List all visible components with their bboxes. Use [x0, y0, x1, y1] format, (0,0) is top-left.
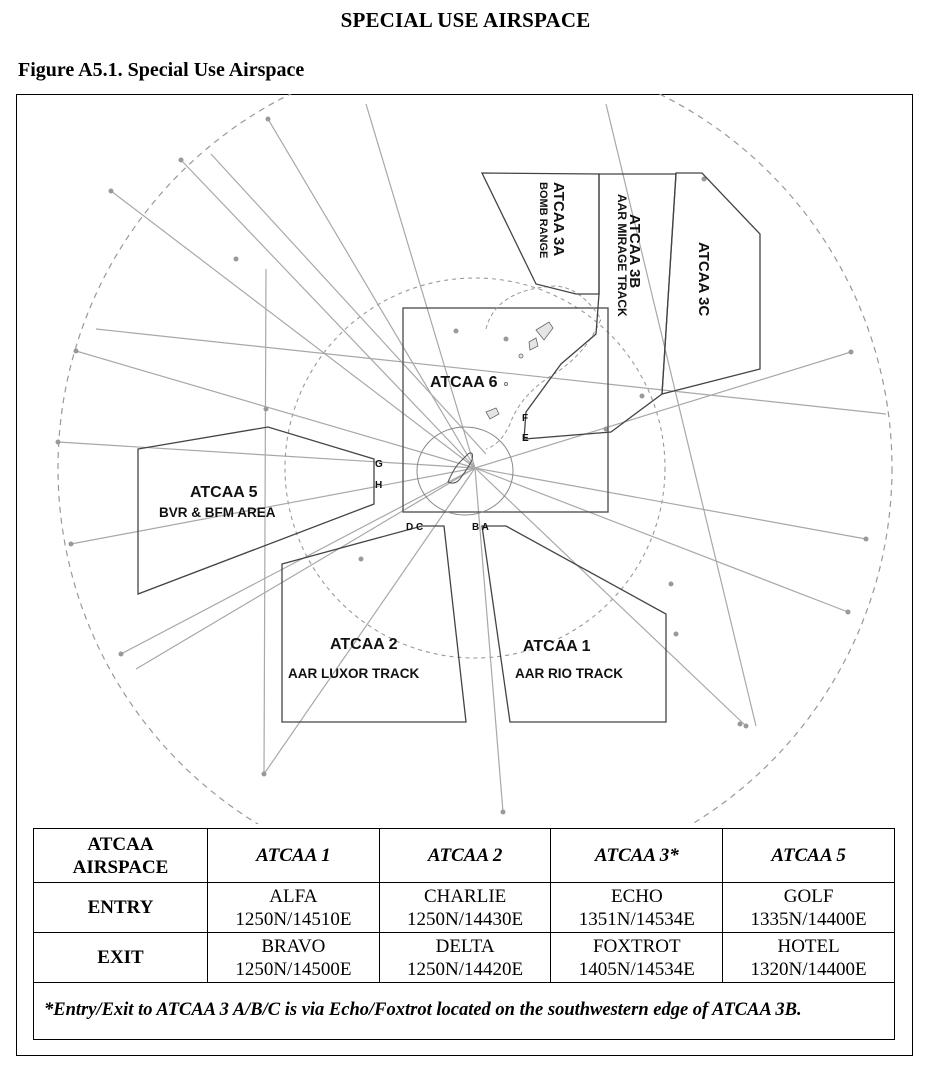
- waypoint-name: ALFA: [269, 885, 318, 907]
- waypoint-name: FOXTROT: [593, 935, 681, 957]
- table-footnote: *Entry/Exit to ATCAA 3 A/B/C is via Echo/Foxtrot located on the southwestern edge of ATCAA 3B.: [34, 983, 895, 1040]
- table-cell: [551, 933, 723, 983]
- atcaa-3a-subtitle: BOMB RANGE: [537, 182, 549, 259]
- waypoint-g-label: G: [375, 459, 383, 470]
- northern-islands: [486, 322, 553, 419]
- waypoint-name: HOTEL: [777, 935, 840, 957]
- airspace-map: [16, 94, 913, 824]
- atcaa-6-name: ATCAA 6: [430, 374, 498, 391]
- atcaa-1-subtitle: AAR RIO TRACK: [515, 666, 623, 681]
- waypoint-name: DELTA: [435, 935, 495, 957]
- waypoint-name: ECHO: [610, 885, 663, 907]
- table-col-header: ATCAA 3*: [551, 829, 723, 883]
- table-cell: [208, 883, 380, 933]
- atcaa-1-name: ATCAA 1: [523, 638, 591, 655]
- table-col-header: ATCAA 2: [379, 829, 551, 883]
- entry-exit-table: [33, 828, 895, 1040]
- atcaa-3b-label: [615, 194, 643, 317]
- table-row: [34, 933, 895, 983]
- atcaa-3a-label: [537, 182, 567, 258]
- table-col-header: ATCAA 5: [723, 829, 895, 883]
- table-col-header: ATCAA 1: [208, 829, 380, 883]
- atcaa-3b-subtitle: AAR MIRAGE TRACK: [615, 194, 629, 317]
- atcaa-5-name: ATCAA 5: [190, 484, 258, 501]
- table-cell: [379, 933, 551, 983]
- table-row: [34, 883, 895, 933]
- waypoint-coord: 1335N/14400E: [750, 908, 867, 930]
- waypoint-name: CHARLIE: [423, 885, 507, 907]
- waypoint-coord: 1405N/14534E: [578, 958, 695, 980]
- table-cell: [208, 933, 380, 983]
- waypoint-name: BRAVO: [261, 935, 326, 957]
- table-cell: [723, 933, 895, 983]
- waypoint-coord: 1250N/14500E: [235, 958, 352, 980]
- atcaa-5-subtitle: BVR & BFM AREA: [159, 505, 276, 520]
- waypoint-coord: 1351N/14534E: [578, 908, 695, 930]
- row-label-exit: EXIT: [34, 933, 208, 983]
- table-cell: [551, 883, 723, 933]
- waypoint-f-label: F: [522, 413, 529, 424]
- waypoint-name: GOLF: [783, 885, 834, 907]
- table-cell: [379, 883, 551, 933]
- atcaa-3c-label: [695, 242, 712, 316]
- table-header-label-line1: ATCAA: [87, 833, 154, 855]
- waypoint-e-label: E: [522, 433, 529, 444]
- atcaa-2-name: ATCAA 2: [330, 636, 398, 653]
- page-title: SPECIAL USE AIRSPACE: [340, 8, 591, 32]
- table-header-row: [34, 829, 895, 883]
- atcaa-2-subtitle: AAR LUXOR TRACK: [288, 666, 420, 681]
- guam-island-ring: [417, 427, 513, 515]
- waypoint-ba-label: B A: [472, 522, 489, 533]
- atcaa-3a-name: ATCAA 3A: [550, 182, 567, 257]
- waypoint-coord: 1320N/14400E: [750, 958, 867, 980]
- waypoint-coord: 1250N/14420E: [407, 958, 524, 980]
- waypoint-dots: [56, 117, 869, 815]
- table-footnote-row: [34, 983, 895, 1040]
- table-header-label: [34, 829, 208, 883]
- waypoint-dc-label: D C: [406, 522, 424, 533]
- waypoint-coord: 1250N/14430E: [407, 908, 524, 930]
- row-label-entry: ENTRY: [34, 883, 208, 933]
- figure-caption: Figure A5.1. Special Use Airspace: [18, 59, 305, 81]
- atcaa-6-arc: [486, 286, 601, 449]
- waypoint-h-label: H: [375, 480, 383, 491]
- waypoint-coord: 1250N/14510E: [235, 908, 352, 930]
- atcaa-3b-name: ATCAA 3B: [626, 214, 643, 289]
- table-header-label-line2: AIRSPACE: [72, 856, 169, 878]
- map-outer-range-ring: [58, 94, 892, 824]
- table-cell: [723, 883, 895, 933]
- atcaa-3c-name: ATCAA 3C: [695, 242, 712, 317]
